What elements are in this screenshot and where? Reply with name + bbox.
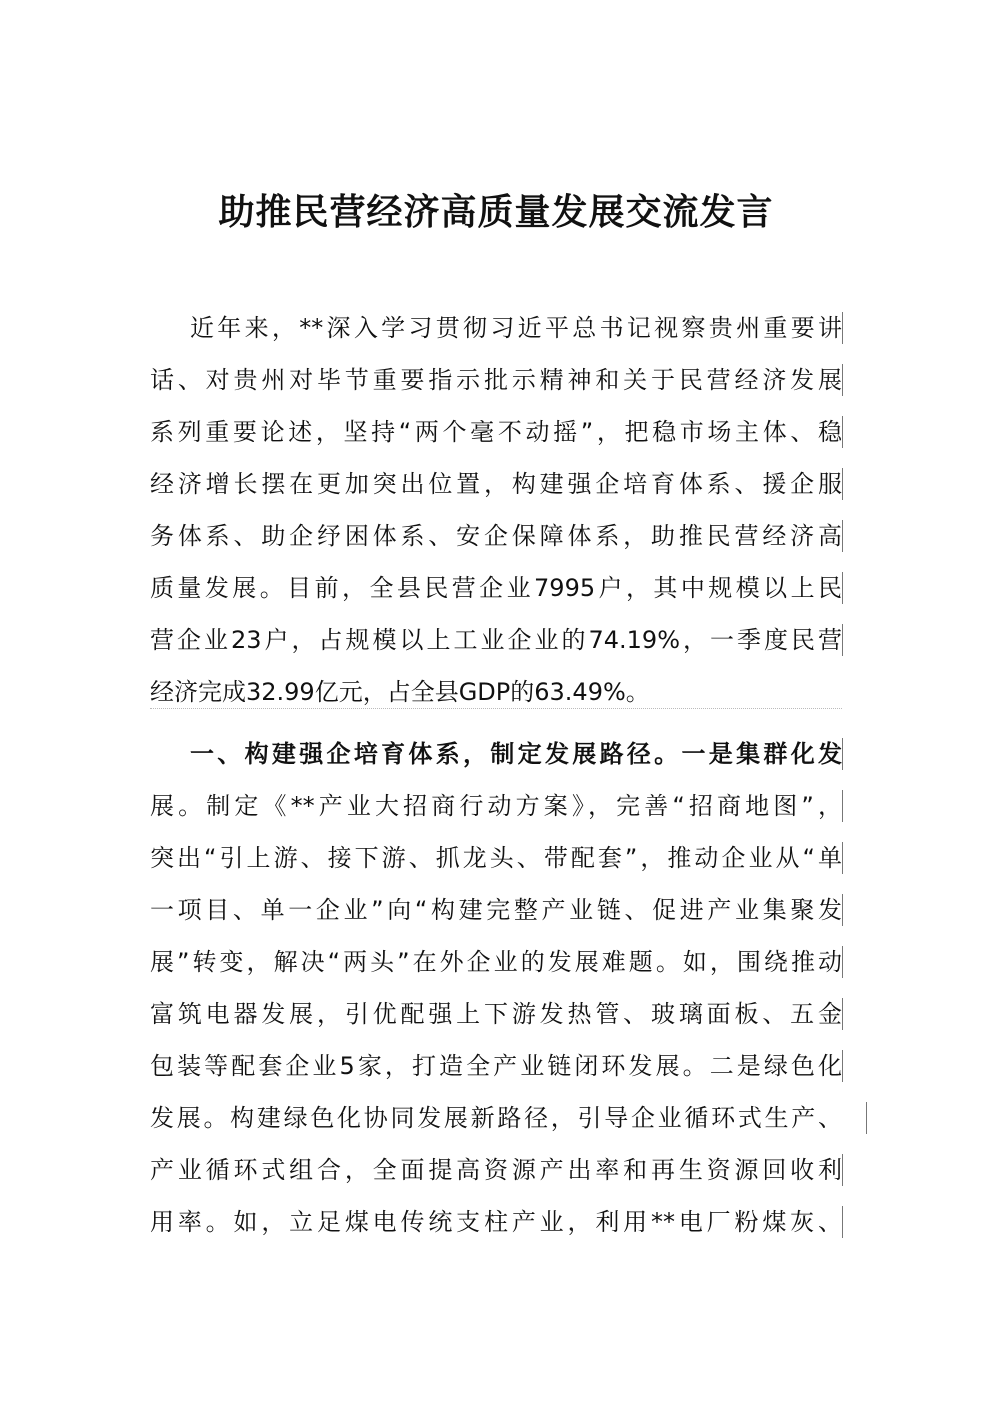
- paragraph-2-line-9: 产业循环式组合，全面提高资源产出率和再生资源回收利: [150, 1156, 842, 1184]
- margin-mark: [842, 312, 843, 344]
- paragraph-2-line-3: 突出“引上游、接下游、抓龙头、带配套”，推动企业从“单: [150, 844, 842, 872]
- paragraph-2-line-2: 展。制定《**产业大招商行动方案》，完善“招商地图”，: [150, 792, 842, 820]
- margin-mark: [842, 894, 843, 926]
- margin-mark: [842, 520, 843, 552]
- document-title: 助推民营经济高质量发展交流发言: [218, 191, 774, 234]
- paragraph-1-line-2: 话、对贵州对毕节重要指示批示精神和关于民营经济发展: [150, 366, 842, 394]
- margin-mark: [842, 1154, 843, 1186]
- margin-mark: [842, 790, 843, 822]
- margin-mark: [866, 1102, 867, 1134]
- margin-mark: [842, 416, 843, 448]
- margin-mark: [842, 738, 843, 770]
- margin-mark: [842, 624, 843, 656]
- paragraph-1-line-6: 质量发展。目前，全县民营企业7995户，其中规模以上民: [150, 574, 842, 602]
- paragraph-2-line-4: 一项目、单一企业”向“构建完整产业链、促进产业集聚发: [150, 896, 842, 924]
- paragraph-2-line-10: 用率。如，立足煤电传统支柱产业，利用**电厂粉煤灰、: [150, 1208, 842, 1236]
- paragraph-1-line-8: 经济完成32.99亿元，占全县GDP的63.49%。: [150, 678, 650, 706]
- paragraph-1-line-1: 近年来，**深入学习贯彻习近平总书记视察贵州重要讲: [190, 314, 842, 342]
- paragraph-2-line-8: 发展。构建绿色化协同发展新路径，引导企业循环式生产、: [150, 1104, 842, 1132]
- paragraph-1-line-3: 系列重要论述，坚持“两个毫不动摇”，把稳市场主体、稳: [150, 418, 842, 446]
- paragraph-2-line-7: 包装等配套企业5家，打造全产业链闭环发展。二是绿色化: [150, 1052, 842, 1080]
- margin-mark: [842, 998, 843, 1030]
- paragraph-1-line-7: 营企业23户，占规模以上工业企业的74.19%，一季度民营: [150, 626, 842, 654]
- margin-mark: [842, 946, 843, 978]
- margin-mark: [842, 468, 843, 500]
- paragraph-2-line-1: 一、构建强企培育体系，制定发展路径。一是集群化发: [190, 740, 842, 768]
- paragraph-2-line-5: 展”转变，解决“两头”在外企业的发展难题。如，围绕推动: [150, 948, 842, 976]
- paragraph-1-line-5: 务体系、助企纾困体系、安企保障体系，助推民营经济高: [150, 522, 842, 550]
- margin-mark: [842, 1206, 843, 1238]
- paragraph-2-line-6: 富筑电器发展，引优配强上下游发热管、玻璃面板、五金: [150, 1000, 842, 1028]
- margin-mark: [842, 842, 843, 874]
- margin-mark: [842, 364, 843, 396]
- margin-mark: [842, 1050, 843, 1082]
- paragraph-1-line-4: 经济增长摆在更加突出位置，构建强企培育体系、援企服: [150, 470, 842, 498]
- section-divider: [150, 708, 842, 709]
- margin-mark: [842, 572, 843, 604]
